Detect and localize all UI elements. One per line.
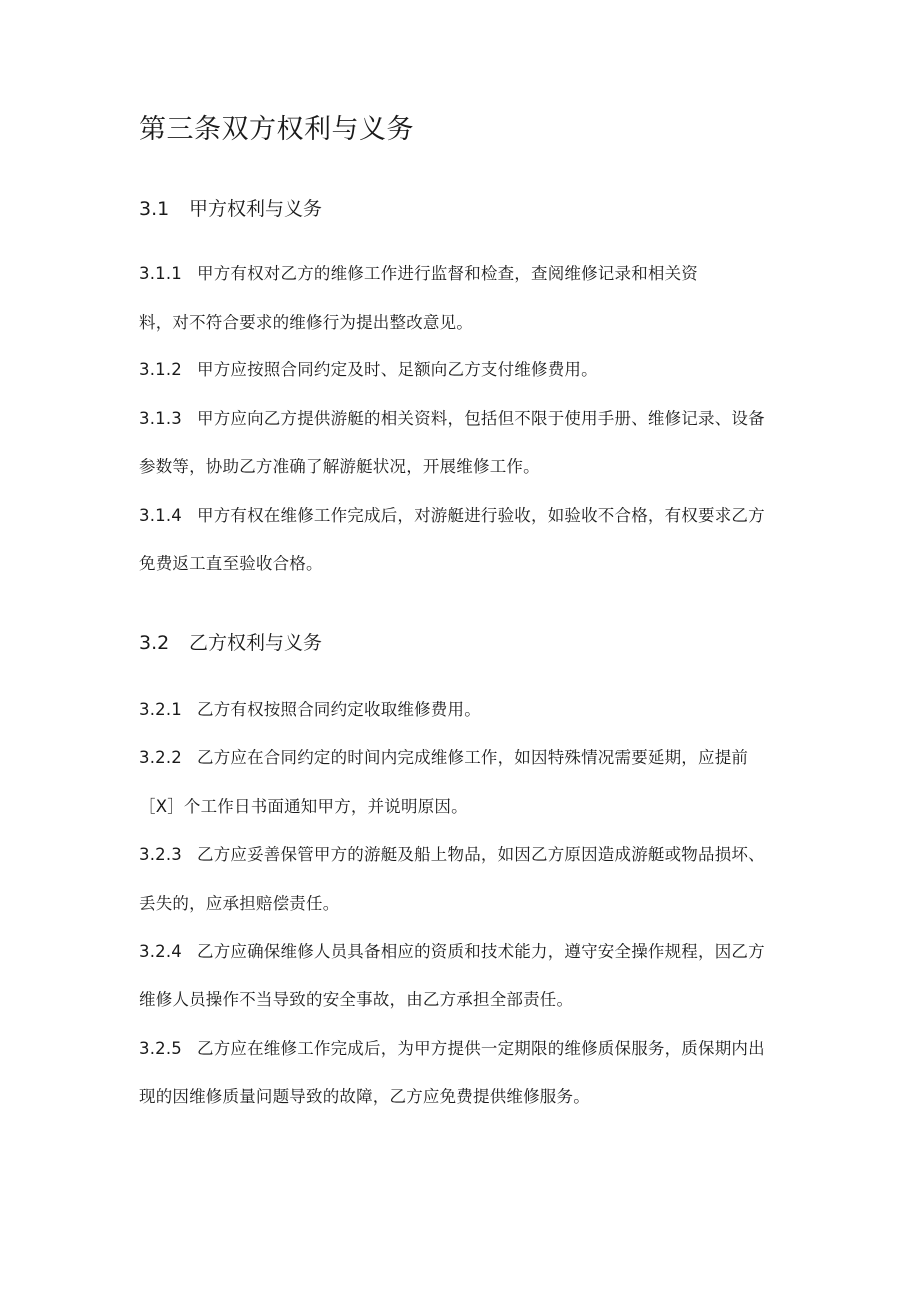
clause-text: 甲方应按照合同约定及时、足额向乙方支付维修费用。 (197, 360, 598, 379)
clause-number: 3.2.1 (139, 700, 182, 719)
clause-number: 3.1.1 (139, 264, 182, 283)
clause-3-2-4-line-2: 维修人员操作不当导致的安全事故，由乙方承担全部责任。 (139, 990, 574, 1009)
clause-number: 3.2.4 (139, 942, 182, 961)
section-label: 乙方权利与义务 (189, 632, 323, 654)
clause-3-1-4-line-1 (139, 504, 765, 528)
clause-text: 乙方应妥善保管甲方的游艇及船上物品，如因乙方原因造成游艇或物品损坏、 (197, 845, 765, 864)
clause-3-1-3-line-2: 参数等，协助乙方准确了解游艇状况，开展维修工作。 (139, 457, 540, 476)
clause-3-2-1-line-1 (139, 698, 481, 722)
clause-text: 乙方应在维修工作完成后，为甲方提供一定期限的维修质保服务，质保期内出 (197, 1039, 765, 1058)
clause-3-2-4-line-1 (139, 940, 765, 964)
section-heading-3-2 (139, 630, 322, 656)
clause-3-1-1-line-2: 料，对不符合要求的维修行为提出整改意见。 (139, 313, 473, 332)
clause-text: 甲方应向乙方提供游艇的相关资料，包括但不限于使用手册、维修记录、设备 (197, 409, 765, 428)
clause-3-2-3-line-1 (139, 843, 765, 867)
clause-number: 3.2.3 (139, 845, 182, 864)
clause-number: 3.2.2 (139, 748, 182, 767)
section-number: 3.1 (139, 198, 170, 220)
clause-3-2-2-line-1 (139, 746, 748, 770)
clause-number: 3.1.4 (139, 506, 182, 525)
clause-3-1-1-line-1 (139, 262, 698, 286)
clause-text: 乙方应在合同约定的时间内完成维修工作，如因特殊情况需要延期，应提前 (197, 748, 749, 767)
section-number: 3.2 (139, 632, 170, 654)
clause-3-1-4-line-2: 免费返工直至验收合格。 (139, 554, 323, 573)
clause-number: 3.1.3 (139, 409, 182, 428)
section-label: 甲方权利与义务 (189, 198, 323, 220)
clause-3-2-3-line-2: 丢失的，应承担赔偿责任。 (139, 894, 340, 913)
clause-3-2-5-line-1 (139, 1037, 765, 1061)
clause-text: 甲方有权对乙方的维修工作进行监督和检查，查阅维修记录和相关资 (197, 264, 698, 283)
clause-3-1-3-line-1 (139, 407, 765, 431)
clause-number: 3.2.5 (139, 1039, 182, 1058)
clause-text: 乙方有权按照合同约定收取维修费用。 (197, 700, 481, 719)
clause-text: 甲方有权在维修工作完成后，对游艇进行验收，如验收不合格，有权要求乙方 (197, 506, 765, 525)
clause-3-2-5-line-2: 现的因维修质量问题导致的故障，乙方应免费提供维修服务。 (139, 1087, 590, 1106)
article-title: 第三条双方权利与义务 (139, 114, 414, 145)
clause-3-2-2-line-2: ［X］个工作日书面通知甲方，并说明原因。 (139, 797, 468, 816)
clause-text: 乙方应确保维修人员具备相应的资质和技术能力，遵守安全操作规程，因乙方 (197, 942, 765, 961)
clause-number: 3.1.2 (139, 360, 182, 379)
clause-3-1-2-line-1 (139, 358, 598, 382)
section-heading-3-1 (139, 196, 322, 222)
